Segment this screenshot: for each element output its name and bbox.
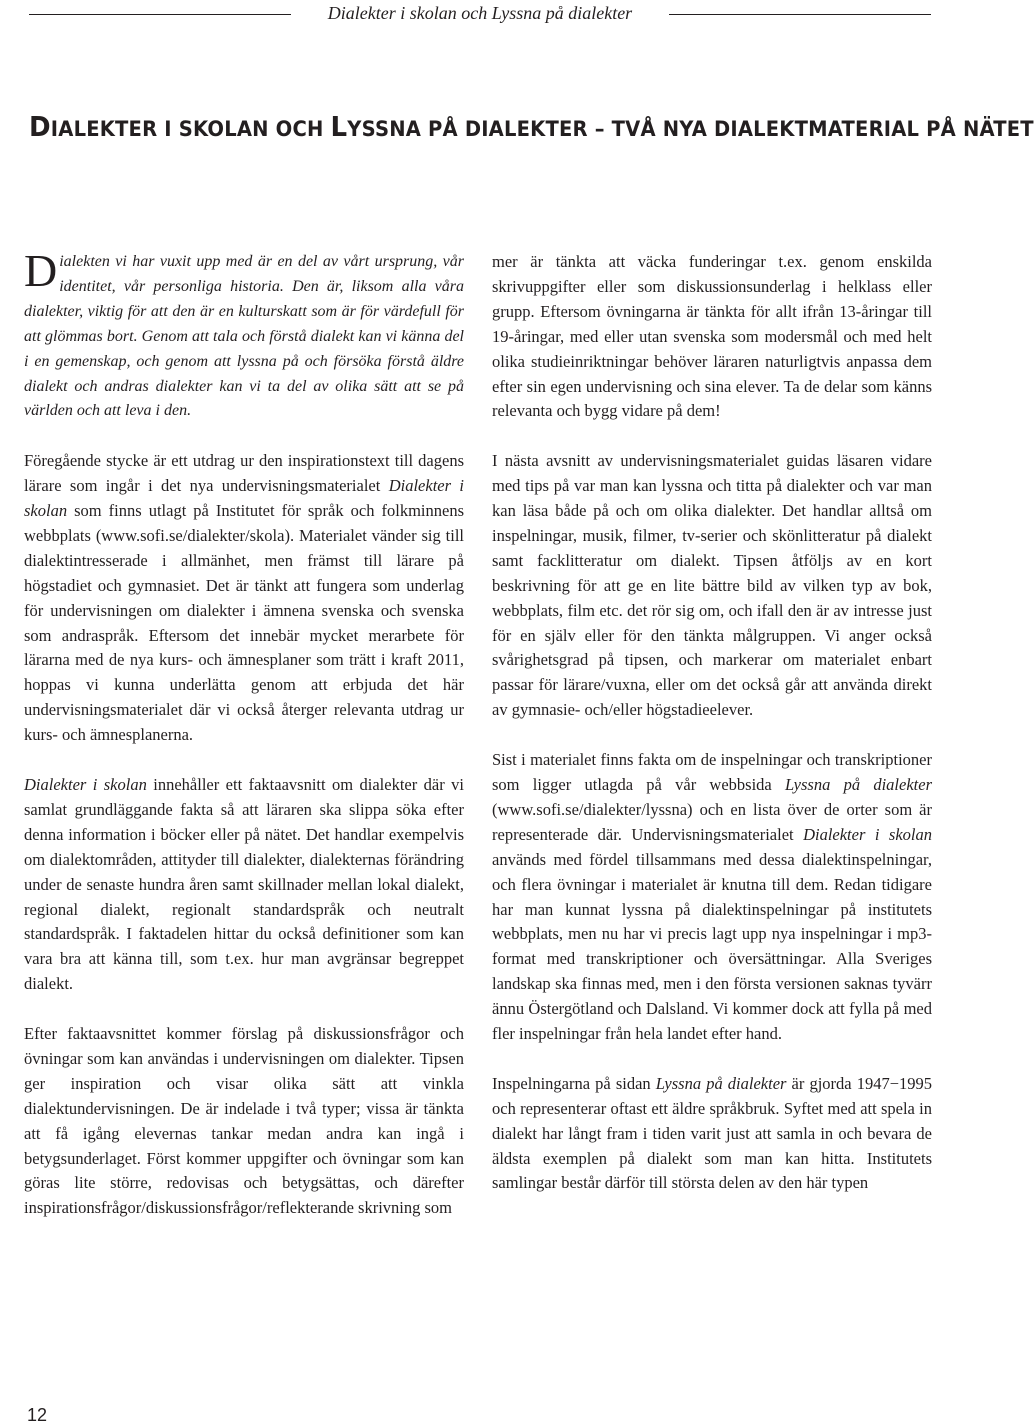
p3-text: innehåller ett faktaavsnitt om dialekter där vi samlat grundläggande fakta så att läraren ska slippa söka efter denna information i böcker eller på nätet. Det handlar exempelvis om dialektområden, attityder till dialekter, dialekternas förändring under de senaste hundra åren samt skillnader mellan lokal dialekt, regional dialekt, regionalt standardspråk och neutralt standardspråk. I faktadelen hittar du också definitioner som kan vara bra att känna till, som t.ex. hur man avgränsar begreppet dialekt. — [24, 775, 464, 994]
p2-emphasis: Dialekter i skolan — [24, 476, 464, 521]
paragraph-7 — [492, 748, 932, 1047]
column-right — [492, 250, 932, 1196]
column-left — [24, 245, 464, 1221]
p8-text-a: Inspelningarna på sidan — [492, 1073, 656, 1093]
title-initial-d: D — [29, 110, 51, 143]
title-initial-l: L — [330, 110, 348, 143]
paragraph-4: Efter faktaavsnittet kommer förslag på diskussionsfrågor och övningar som kan användas i undervisningen om dialekter. Tipsen ger inspiration och visar olika sätt att vinkla dialektundervisningen. De är indelade i två typer; vissa är tänkta att få igång elevernas tankar medan andra kan ingå i betygsunderlaget. Först kommer uppgifter och övningar som kan göras lite större, redovisas och betygsättas, och därefter inspirationsfrågor/diskussionsfrågor/reflekterande skrivning som — [24, 1024, 464, 1218]
title-part-2: YSSNA PÅ DIALEKTER – TVÅ NYA DIALEKTMATERIAL PÅ NÄTET — [347, 117, 1034, 141]
p2-text-a: Föregående stycke är ett utdrag ur den inspirationstext till dagens lärare som ingår i det nya undervisningsmaterialet — [24, 451, 464, 496]
p2-text-b: som finns utlagt på Institutet för språk och folkminnens webbplats (www.sofi.se/dialekter/skola). Materialet vänder sig till dialektintresserade i allmänhet, men främst till lärare på högstadiet och gymnasiet. Det är tänkt att fungera som underlag för undervisningen om dialekter i ämnena svenska och svenska som andraspråk. Eftersom det innebär mycket merarbete för lärarna med de nya kurs- och ämnesplaner som trätt i kraft 2011, hoppas vi kunna underlätta genom att erbjuda det här undervisningsmaterialet där vi också återger relevanta utdrag ur kurs- och ämnesplanerna. — [24, 501, 464, 745]
p7-text-c: används med fördel tillsammans med dessa dialektinspelningar, och flera övningar i materialet är knutna till dem. Redan tidigare har man kunnat lyssna på dialektinspelningar på institutets webbplats, men nu har vi precis lagt upp nya inspelningar i mp3-format med transkriptioner och översättningar. Alla Sveriges landskap ska finnas med, men i den första versionen saknas tyvärr ännu Östergötland och Dalsland. Vi kommer dock att fylla på med fler inspelningar från hela landet efter hand. — [492, 849, 932, 1044]
intro-text: ialekten vi har vuxit upp med är en del av vårt ursprung, vår identitet, vår personliga historia. Den är, liksom alla våra dialekter, viktig för att den är en kulturskatt som är för värdefull för att glömmas bort. Genom att tala och förstå dialekt kan vi känna del i en gemenskap, och genom att lyssna på och försöka förstå äldre dialekt och andras dialekter kan vi ta del av olika sätt att se på världen och att leva i den. — [24, 253, 464, 420]
running-header — [0, 0, 960, 28]
p7-emphasis-1: Lyssna på dialekter — [785, 775, 932, 794]
header-rule-right — [669, 14, 931, 15]
page-number: 12 — [27, 1405, 48, 1425]
article-title — [29, 110, 1034, 146]
intro-paragraph — [24, 245, 464, 424]
p7-text-a: Sist i materialet finns fakta om de inspelningar och transkriptioner som ligger utlagda på vår webbsida — [492, 750, 932, 794]
p8-text-b: är gjorda 1947−1995 och representerar oftast ett äldre språkbruk. Syftet med att spela in dialekt har långt fram i tiden varit just att samla in och bevara de äldsta exemplen på dialekt som man kan hitta. Institutets samlingar består därför till största delen av den här typen — [492, 1073, 933, 1193]
paragraph-8 — [492, 1072, 932, 1197]
header-rule-left — [29, 14, 291, 15]
paragraph-3 — [24, 773, 464, 997]
p7-emphasis-2: Dialekter i skolan — [803, 824, 932, 844]
paragraph-5: mer är tänkta att väcka funderingar t.ex. genom enskilda skrivuppgifter eller som diskussionsunderlag i helklass eller grupp. Eftersom övningarna är tänkta för allt ifrån 13-åringar till 19-åringar, med eller utan svenska som modersmål och med helt olika studieinriktningar behöver läraren naturligtvis anpassa dem efter sin egen undervisning och sina elever. Ta de delar som känns relevanta och bygg vidare på dem! — [492, 252, 932, 421]
paragraph-2 — [24, 449, 464, 748]
paragraph-6: I nästa avsnitt av undervisningsmaterialet guidas läsaren vidare med tips på var man kan lyssna och titta på dialekter och var man kan läsa både på och om olika dialekter. Det handlar alltså om inspelningar, musik, filmer, tv-serier och skönlitteratur på dialekt samt facklitteratur om dialekt. Tipsen åtföljs av en kort beskrivning för att ge en lite bättre bild av vilken typ av bok, webbplats, film etc. det rör sig om, och ifall den är av intresse just för en själv eller för den tänkta målgruppen. Vi anger också svårighetsgrad på tipsen, och markerar om materialet enbart passar för lärare/vuxna, eller om det också går att använda direkt av gymnasie- och/eller högstadieelever. — [492, 451, 932, 720]
p8-emphasis: Lyssna på dialekter — [655, 1073, 787, 1093]
drop-cap: D — [24, 245, 58, 296]
p3-emphasis: Dialekter i skolan — [24, 775, 147, 794]
p7-text-b: (www.sofi.se/dialekter/lyssna) och en lista över de orter som är representerade där. Undervisningsmaterialet — [492, 799, 932, 844]
running-title: Dialekter i skolan och Lyssna på dialekter — [327, 3, 633, 23]
title-part-1: IALEKTER I SKOLAN OCH — [50, 117, 331, 141]
